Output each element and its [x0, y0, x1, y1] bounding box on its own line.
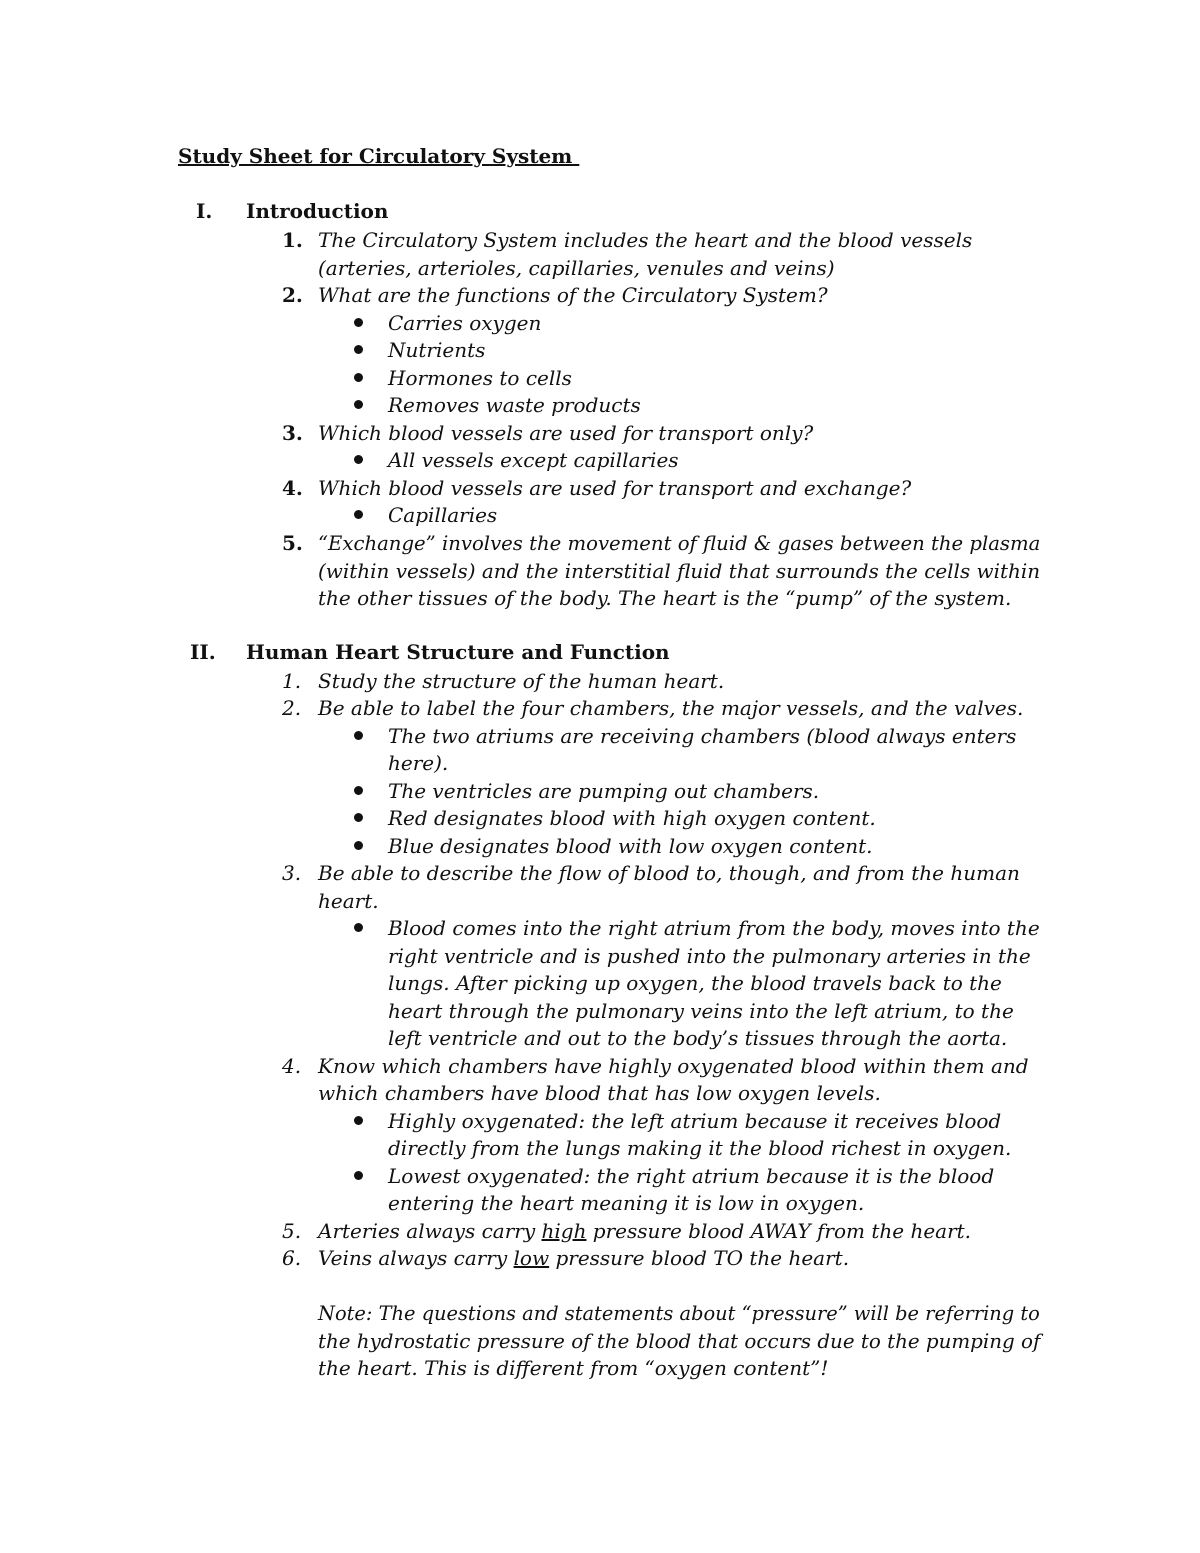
note-text: Note: The questions and statements about “pressure” will be referring to: [318, 1301, 1040, 1325]
bullet-text: here).: [388, 751, 449, 775]
item-number: 3.: [282, 861, 302, 885]
item-text: The Circulatory System includes the heart and the blood vessels: [318, 228, 973, 252]
section-1-numeral: I.: [196, 199, 213, 223]
item-number: 6.: [282, 1246, 302, 1270]
bullet-text: Hormones to cells: [388, 366, 572, 390]
bullet-text: Blue designates blood with low oxygen content.: [388, 834, 873, 858]
bullet-icon: [354, 1116, 363, 1125]
bullet-text: entering the heart meaning it is low in oxygen.: [388, 1191, 865, 1215]
bullet-text: Carries oxygen: [388, 311, 542, 335]
bullet-icon: [354, 1171, 363, 1180]
item-number: 2.: [282, 283, 303, 307]
section-2-heading: Human Heart Structure and Function: [246, 640, 670, 664]
item-number: 1.: [282, 228, 303, 252]
bullet-icon: [354, 345, 363, 354]
bullet-text: Removes waste products: [388, 393, 641, 417]
bullet-icon: [354, 731, 363, 740]
bullet-text: The ventricles are pumping out chambers.: [388, 779, 820, 803]
item-text: Which blood vessels are used for transport and exchange?: [318, 476, 912, 500]
item-text: Be able to label the four chambers, the major vessels, and the valves.: [318, 696, 1024, 720]
bullet-icon: [354, 400, 363, 409]
section-1-heading: Introduction: [246, 199, 389, 223]
item-number: 4.: [282, 1054, 302, 1078]
bullet-text: directly from the lungs making it the blood richest in oxygen.: [388, 1136, 1012, 1160]
item-text: [318, 1217, 971, 1245]
item-text: (arteries, arterioles, capillaries, venules and veins): [318, 256, 835, 280]
item-text: (within vessels) and the interstitial fluid that surrounds the cells within: [318, 559, 1041, 583]
item-text: Study the structure of the human heart.: [318, 669, 725, 693]
bullet-text: Blood comes into the right atrium from the body, moves into the: [388, 916, 1040, 940]
bullet-icon: [354, 841, 363, 850]
item-number: 5.: [282, 531, 303, 555]
item-number: 3.: [282, 421, 303, 445]
bullet-text: Nutrients: [388, 338, 486, 362]
item-number: 2.: [282, 696, 302, 720]
item-text: What are the functions of the Circulatory System?: [318, 283, 828, 307]
note-text: the heart. This is different from “oxygen content”!: [318, 1356, 829, 1380]
item-text: “Exchange” involves the movement of fluid & gases between the plasma: [318, 531, 1041, 555]
bullet-text: Capillaries: [388, 503, 498, 527]
bullet-icon: [354, 373, 363, 382]
bullet-icon: [354, 318, 363, 327]
bullet-icon: [354, 510, 363, 519]
page-title: Study Sheet for Circulatory System: [178, 144, 580, 168]
section-2-numeral: II.: [190, 640, 216, 664]
underlined-word: high: [541, 1219, 587, 1243]
item-text: [318, 1244, 849, 1272]
item-text: the other tissues of the body. The heart is the “pump” of the system.: [318, 586, 1012, 610]
item-number: 4.: [282, 476, 303, 500]
note-text: the hydrostatic pressure of the blood that occurs due to the pumping of: [318, 1329, 1041, 1353]
bullet-icon: [354, 786, 363, 795]
item-text: heart.: [318, 889, 379, 913]
bullet-text: right ventricle and is pushed into the pulmonary arteries in the: [388, 944, 1031, 968]
bullet-icon: [354, 455, 363, 464]
item-text: Which blood vessels are used for transport only?: [318, 421, 814, 445]
bullet-text: left ventricle and out to the body’s tissues through the aorta.: [388, 1026, 1008, 1050]
item-text-post: pressure blood TO the heart.: [549, 1246, 850, 1270]
bullet-text: Lowest oxygenated: the right atrium because it is the blood: [388, 1164, 995, 1188]
item-text-pre: Veins always carry: [318, 1246, 514, 1270]
bullet-text: lungs. After picking up oxygen, the blood travels back to the: [388, 971, 1002, 995]
bullet-text: Highly oxygenated: the left atrium because it receives blood: [388, 1109, 1002, 1133]
underlined-word: low: [513, 1246, 550, 1270]
item-text-pre: Arteries always carry: [318, 1219, 542, 1243]
item-text-post: pressure blood AWAY from the heart.: [586, 1219, 972, 1243]
bullet-icon: [354, 813, 363, 822]
item-text: Know which chambers have highly oxygenated blood within them and: [318, 1054, 1029, 1078]
bullet-text: All vessels except capillaries: [388, 448, 679, 472]
bullet-text: The two atriums are receiving chambers (blood always enters: [388, 724, 1017, 748]
item-number: 1.: [282, 669, 302, 693]
bullet-text: heart through the pulmonary veins into the left atrium, to the: [388, 999, 1014, 1023]
bullet-icon: [354, 923, 363, 932]
item-number: 5.: [282, 1219, 302, 1243]
item-text: which chambers have blood that has low oxygen levels.: [318, 1081, 881, 1105]
bullet-text: Red designates blood with high oxygen content.: [388, 806, 876, 830]
item-text: Be able to describe the flow of blood to, though, and from the human: [318, 861, 1020, 885]
